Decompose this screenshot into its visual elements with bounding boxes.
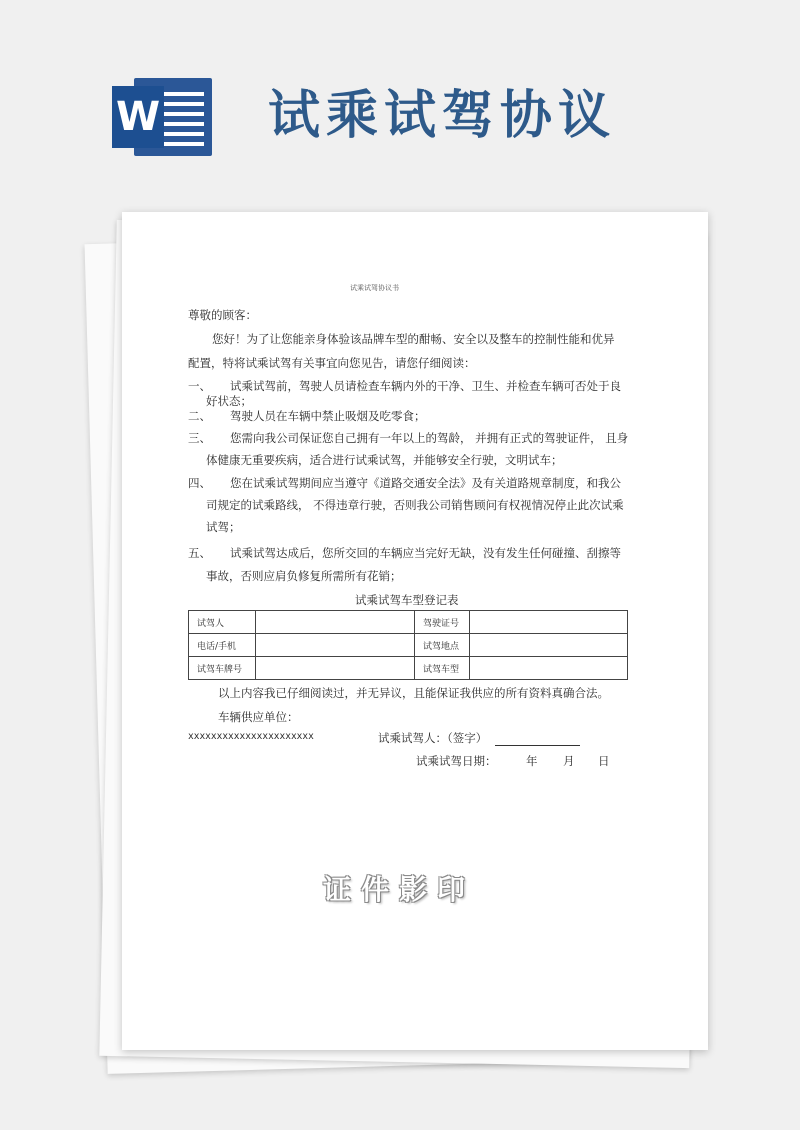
- car-model-field[interactable]: [470, 657, 628, 680]
- doc-line: [164, 122, 204, 126]
- table-row: [189, 611, 628, 634]
- date-month: 月: [563, 754, 575, 768]
- clause-number: 三、: [188, 431, 211, 445]
- doc-line: [164, 112, 204, 116]
- word-letter: W: [112, 86, 164, 148]
- table-label: 试驾地点: [415, 634, 470, 657]
- clause-line: 驾驶人员在车辆中禁止吸烟及吃零食；: [230, 409, 426, 423]
- clause-number: 一、: [188, 379, 211, 393]
- banner-title: 试乘试驾协议: [268, 86, 617, 146]
- table-label: 试驾车牌号: [189, 657, 256, 680]
- date-day: 日: [598, 754, 610, 768]
- clause-line: 试乘试驾前，驾驶人员请检查车辆内外的干净、卫生、并检查车辆可否处于良: [230, 379, 621, 393]
- registration-table: [188, 610, 628, 680]
- date-year: 年: [526, 754, 538, 768]
- table-row: [189, 657, 628, 680]
- id-copy-title: 证件影印: [323, 873, 476, 906]
- signature-line[interactable]: [495, 733, 580, 746]
- table-label: 驾驶证号: [415, 611, 470, 634]
- banner: [0, 0, 800, 200]
- table-label: 试驾车型: [415, 657, 470, 680]
- statement: 以上内容我已仔细阅读过，并无异议，且能保证我供应的所有资料真确合法。: [218, 686, 609, 700]
- clause-line: 试乘试驾达成后，您所交回的车辆应当完好无缺，没有发生任何碰撞、刮擦等: [230, 546, 621, 560]
- doc-line: [164, 102, 204, 106]
- plate-number-field[interactable]: [256, 657, 415, 680]
- clause-line: 事故，否则应肩负修复所需所有花销；: [206, 569, 402, 583]
- clause-number: 四、: [188, 476, 211, 490]
- intro-line: 配置，特将试乘试驾有关事宜向您见告，请您仔细阅读：: [188, 356, 476, 370]
- location-field[interactable]: [470, 634, 628, 657]
- clause-line: 好状态；: [206, 394, 252, 408]
- clause-number: 五、: [188, 546, 211, 560]
- clause-line: 您在试乘试驾期间应当遵守《道路交通安全法》及有关道路规章制度，和我公: [230, 476, 621, 490]
- clause-line: 您需向我公司保证您自己拥有一年以上的驾龄， 并拥有正式的驾驶证件， 且身: [230, 431, 629, 445]
- doc-line: [164, 92, 204, 96]
- clause-number: 二、: [188, 409, 211, 423]
- table-title: 试乘试驾车型登记表: [355, 593, 459, 607]
- clause-line: 体健康无重要疾病，适合进行试乘试驾，并能够安全行驶，文明试车；: [206, 453, 563, 467]
- driver-name-field[interactable]: [256, 611, 415, 634]
- table-row: [189, 634, 628, 657]
- driver-sign-label: 试乘试驾人：（签字）: [378, 731, 488, 745]
- doc-line: [164, 132, 204, 136]
- document-header: 试乘试驾协议书: [350, 284, 399, 292]
- phone-field[interactable]: [256, 634, 415, 657]
- table-label: 电话/手机: [189, 634, 256, 657]
- table-label: 试驾人: [189, 611, 256, 634]
- doc-line: [164, 142, 204, 146]
- license-number-field[interactable]: [470, 611, 628, 634]
- word-doc-icon: [112, 78, 212, 156]
- date-label: 试乘试驾日期：: [416, 754, 497, 768]
- supplier-value: xxxxxxxxxxxxxxxxxxxxxx: [188, 731, 314, 742]
- clause-line: 试驾；: [206, 520, 241, 534]
- intro-line: 您好！为了让您能亲身体验该品牌车型的酣畅、安全以及整车的控制性能和优异: [212, 332, 615, 346]
- supplier-label: 车辆供应单位：: [218, 710, 299, 724]
- clause-line: 司规定的试乘路线， 不得违章行驶，否则我公司销售顾问有权视情况停止此次试乘: [206, 498, 624, 512]
- salutation: 尊敬的顾客：: [188, 308, 257, 322]
- driver-signature: [378, 730, 580, 746]
